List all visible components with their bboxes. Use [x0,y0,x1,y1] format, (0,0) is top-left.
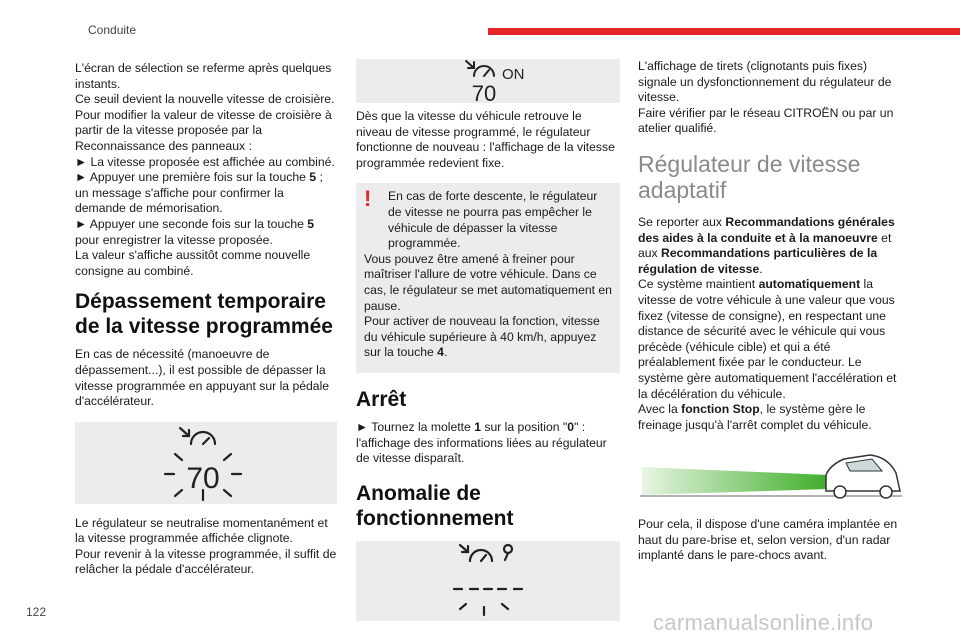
step-3: ► Appuyer une seconde fois sur la touche 5 pour enregistrer la vitesse proposée. [75,216,315,247]
system-para: Ce système maintient automatiquement la vitesse de votre véhicule à une valeur que vous fixez (vitesse de consigne), en respectant une distance de sécurité avec le véhicule qui vous précède (véhicule cible) et qui a été préalablement fixée par le conducteur. Le système gère automatiquement l'accélération et la décélération du véhicule. [638,277,897,401]
watermark: carmanualsonline.info [653,610,874,635]
section-heading-adaptive: Régulateur de vitesse adaptatif [638,150,861,203]
column-2 [356,59,620,621]
section-heading-overtake: Dépassement temporaire de la vitesse programmée [75,290,333,339]
warning-icon: ! [364,186,372,212]
return-para: Pour revenir à la vitesse programmée, il suffit de relâcher la pédale d'accélérateur. [75,546,337,577]
neutralise-para: Le régulateur se neutralise momentanément et la vitesse programmée affichée clignote. [75,515,328,546]
warning-line-1: En cas de forte descente, le régulateur de vitesse ne pourra pas empêcher le véhicule de dépasser la vitesse programmée. [388,189,598,251]
overtake-para: En cas de nécessité (manoeuvre de dépassement...), il est possible de dépasser la vitesse programmée en appuyant sur la pédale d'accélérateur. [75,347,330,409]
warning-box [356,183,620,373]
adaptive-car-illustration [638,445,904,505]
page-number: 122 [26,605,47,619]
fault-dashes-illustration [356,541,620,621]
speed-value-on-text: 70 [471,81,497,103]
warning-line-2: Vous pouvez être amené à freiner pour maîtriser l'allure de votre véhicule. Dans ce cas, le régulateur se met automatiquement en pause. [364,251,612,313]
intro-line-1: L'écran de sélection se referme après quelques instants. [75,61,332,91]
warning-line-3: Pour activer de nouveau la fonction, vitesse du véhicule supérieure à 40 km/h, appuyez sur la touche 4. [364,314,600,360]
step-2: ► Appuyer une première fois sur la touche 5 ; un message s'affiche pour confirmer la demande de mémorisation. [75,170,323,216]
section-heading-fault: Anomalie de fonctionnement [356,481,514,530]
fault-para-2: Faire vérifier par le réseau CITROËN ou par un atelier qualifié. [638,105,894,136]
fault-para-1: L'affichage de tirets (clignotants puis fixes) signale un dysfonctionnement du régulateur de vitesse. [638,59,892,105]
stop-para: ► Tournez la molette 1 sur la position "0" : l'affichage des informations liées au régulateur de vitesse disparaît. [356,419,607,466]
speed-value-text: 70 [186,461,220,495]
reference-para: Se reporter aux Recommandations générales des aides à la conduite et à la manoeuvre et aux Recommandations particulières de la régulation de vitesse. [638,214,895,276]
on-status-text: ON [502,66,525,83]
intro-line-3: Pour modifier la valeur de vitesse de croisière à partir de la vitesse proposée par la Reconnaissance des panneaux : [75,107,332,153]
stop-function-para: Avec la fonction Stop, le système gère le freinage jusqu'à l'arrêt complet du véhicule. [638,402,872,432]
resume-para: Dès que la vitesse du véhicule retrouve le niveau de vitesse programmé, le régulateur fonctionne de nouveau : l'affichage de la vitesse programmée redevient fixe. [356,109,615,170]
speed-display-blinking-illustration [75,422,337,504]
speed-display-on-illustration [356,59,620,103]
header-accent-bar [488,28,960,35]
header-section-title: Conduite [88,23,137,37]
column-1 [75,61,337,578]
camera-para: Pour cela, il dispose d'une caméra implantée en haut du pare-brise et, selon version, d'un radar implanté dans le pare-chocs avant. [638,517,898,563]
column-3 [638,59,904,564]
section-heading-stop: Arrêt [356,387,407,411]
step-1: ► La vitesse proposée est affichée au combiné. [75,154,335,169]
final-line: La valeur s'affiche aussitôt comme nouvelle consigne au combiné. [75,248,311,278]
intro-line-2: Ce seuil devient la nouvelle vitesse de croisière. [75,92,335,107]
